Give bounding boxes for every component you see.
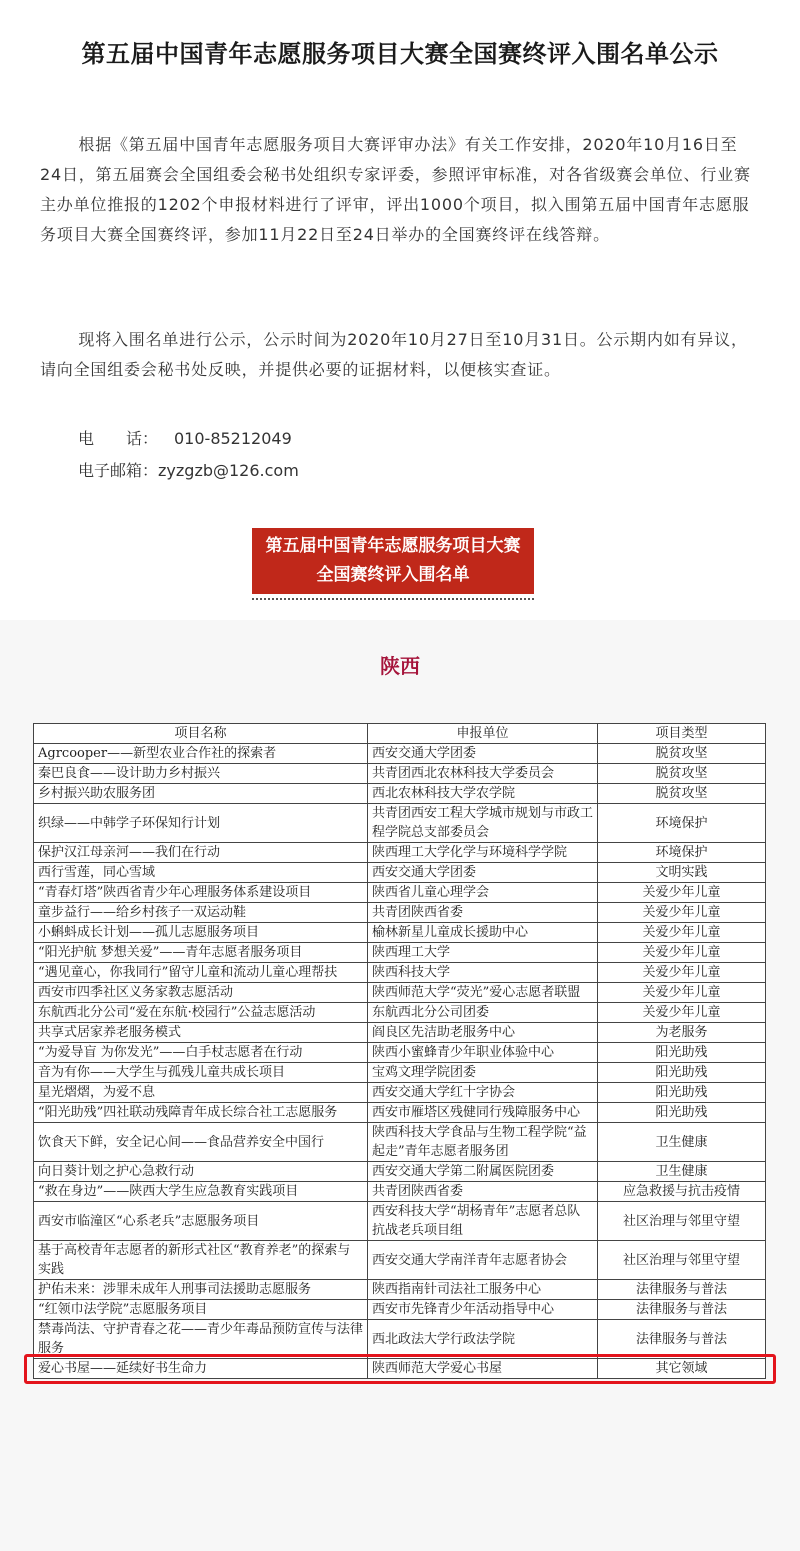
table-row — [34, 1280, 766, 1300]
table-row — [34, 943, 766, 963]
cell-type: 环境保护 — [598, 843, 766, 863]
cell-unit: 陕西理工大学 — [368, 943, 598, 963]
cell-project-name: “阳光护航 梦想关爱”——青年志愿者服务项目 — [34, 943, 368, 963]
cell-type: 关爱少年儿童 — [598, 903, 766, 923]
cell-unit: 西安市雁塔区残健同行残障服务中心 — [368, 1103, 598, 1123]
cell-project-name: 童步益行——给乡村孩子一双运动鞋 — [34, 903, 368, 923]
cell-project-name: 音为有你——大学生与孤残儿童共成长项目 — [34, 1063, 368, 1083]
cell-unit: 宝鸡文理学院团委 — [368, 1063, 598, 1083]
cell-project-name: 饮食天下鲜，安全记心间——食品营养安全中国行 — [34, 1123, 368, 1162]
cell-project-name: “红领巾法学院”志愿服务项目 — [34, 1300, 368, 1320]
cell-unit: 陕西省儿童心理学会 — [368, 883, 598, 903]
table-header-row — [34, 724, 766, 744]
email-line — [78, 456, 299, 486]
cell-type: 应急救援与抗击疫情 — [598, 1182, 766, 1202]
cell-unit: 陕西指南针司法社工服务中心 — [368, 1280, 598, 1300]
cell-unit: 共青团西北农林科技大学委员会 — [368, 764, 598, 784]
intro-paragraph: 根据《第五届中国青年志愿服务项目大赛评审办法》有关工作安排，2020年10月16日至24日，第五届赛会全国组委会秘书处组织专家评委，参照评审标准，对各省级赛会单位、行业赛主办单位推报的1202个申报材料进行了评审，评出1000个项目，拟入围第五届中国青年志愿服务项目大赛全国赛终评，参加11月22日至24日举办的全国赛终评在线答辩。 — [40, 135, 751, 244]
cell-type: 阳光助残 — [598, 1063, 766, 1083]
cell-type: 脱贫攻坚 — [598, 744, 766, 764]
cell-type: 环境保护 — [598, 804, 766, 843]
table-row — [34, 1023, 766, 1043]
table-row — [34, 883, 766, 903]
region-heading: 陕西 — [380, 654, 420, 678]
table-row — [34, 923, 766, 943]
cell-type: 社区治理与邻里守望 — [598, 1241, 766, 1280]
table-row — [34, 1182, 766, 1202]
cell-project-name: “遇见童心，你我同行”留守儿童和流动儿童心理帮扶 — [34, 963, 368, 983]
project-table — [33, 723, 766, 1379]
table-row — [34, 863, 766, 883]
table-row — [34, 1162, 766, 1182]
cell-project-name: 向日葵计划之护心急救行动 — [34, 1162, 368, 1182]
header-type: 项目类型 — [598, 724, 766, 744]
cell-project-name: 保护汉江母亲河——我们在行动 — [34, 843, 368, 863]
header-unit: 申报单位 — [368, 724, 598, 744]
table-row — [34, 1202, 766, 1241]
table-row — [34, 903, 766, 923]
cell-unit: 西安科技大学“胡杨青年”志愿者总队抗战老兵项目组 — [368, 1202, 598, 1241]
cell-project-name: 西行雪莲，同心雪域 — [34, 863, 368, 883]
cell-type: 关爱少年儿童 — [598, 963, 766, 983]
table-row — [34, 1241, 766, 1280]
cell-type: 法律服务与普法 — [598, 1280, 766, 1300]
table-row — [34, 1123, 766, 1162]
cell-unit: 陕西理工大学化学与环境科学学院 — [368, 843, 598, 863]
table-row — [34, 1003, 766, 1023]
cell-type: 阳光助残 — [598, 1043, 766, 1063]
cell-type: 关爱少年儿童 — [598, 883, 766, 903]
banner-line-2: 全国赛终评入围名单 — [316, 565, 470, 585]
cell-unit: 西安交通大学红十字协会 — [368, 1083, 598, 1103]
cell-type: 脱贫攻坚 — [598, 764, 766, 784]
table-row — [34, 843, 766, 863]
cell-project-name: 星光熠熠，为爱不息 — [34, 1083, 368, 1103]
cell-project-name: 乡村振兴助农服务团 — [34, 784, 368, 804]
cell-project-name: 爱心书屋——延续好书生命力 — [34, 1359, 368, 1379]
cell-unit: 西安交通大学团委 — [368, 863, 598, 883]
cell-type: 卫生健康 — [598, 1123, 766, 1162]
cell-type: 脱贫攻坚 — [598, 784, 766, 804]
cell-unit: 陕西科技大学 — [368, 963, 598, 983]
cell-unit: 西北农林科技大学农学院 — [368, 784, 598, 804]
table-row — [34, 804, 766, 843]
cell-unit: 共青团陕西省委 — [368, 903, 598, 923]
table-row — [34, 1320, 766, 1359]
cell-unit: 东航西北分公司团委 — [368, 1003, 598, 1023]
cell-project-name: “救在身边”——陕西大学生应急教育实践项目 — [34, 1182, 368, 1202]
cell-unit: 西安交通大学团委 — [368, 744, 598, 764]
table-row — [34, 1083, 766, 1103]
cell-type: 阳光助残 — [598, 1083, 766, 1103]
highlight-box — [24, 1354, 776, 1384]
table-row — [34, 1103, 766, 1123]
cell-unit: 西安交通大学南洋青年志愿者协会 — [368, 1241, 598, 1280]
table-row — [34, 744, 766, 764]
cell-project-name: 西安市临潼区“心系老兵”志愿服务项目 — [34, 1202, 368, 1241]
cell-project-name: 西安市四季社区义务家教志愿活动 — [34, 983, 368, 1003]
list-banner — [252, 528, 534, 594]
cell-unit: 陕西师范大学“荧光”爱心志愿者联盟 — [368, 983, 598, 1003]
cell-type: 关爱少年儿童 — [598, 983, 766, 1003]
cell-unit: 阎良区先洁助老服务中心 — [368, 1023, 598, 1043]
table-row — [34, 963, 766, 983]
cell-project-name: 东航西北分公司“爱在东航·校园行”公益志愿活动 — [34, 1003, 368, 1023]
notice-paragraph: 现将入围名单进行公示，公示时间为2020年10月27日至10月31日。公示期内如有异议，请向全国组委会秘书处反映，并提供必要的证据材料，以便核实查证。 — [40, 330, 748, 379]
table-row — [34, 1300, 766, 1320]
table-row — [34, 1043, 766, 1063]
cell-type: 关爱少年儿童 — [598, 943, 766, 963]
cell-project-name: “青春灯塔”陕西省青少年心理服务体系建设项目 — [34, 883, 368, 903]
phone-number: 010-85212049 — [174, 429, 292, 448]
cell-project-name: 秦巴良食——设计助力乡村振兴 — [34, 764, 368, 784]
cell-unit: 榆林新星儿童成长援助中心 — [368, 923, 598, 943]
table-row — [34, 764, 766, 784]
page-title: 第五届中国青年志愿服务项目大赛全国赛终评入围名单公示 — [81, 40, 719, 68]
banner-divider — [252, 598, 534, 600]
cell-project-name: 基于高校青年志愿者的新形式社区“教育养老”的探索与实践 — [34, 1241, 368, 1280]
cell-unit: 陕西师范大学爱心书屋 — [368, 1359, 598, 1379]
cell-unit: 西北政法大学行政法学院 — [368, 1320, 598, 1359]
table-row — [34, 1063, 766, 1083]
cell-type: 法律服务与普法 — [598, 1320, 766, 1359]
table-row — [34, 784, 766, 804]
cell-unit: 陕西科技大学食品与生物工程学院“益起走”青年志愿者服务团 — [368, 1123, 598, 1162]
cell-unit: 共青团西安工程大学城市规划与市政工程学院总支部委员会 — [368, 804, 598, 843]
cell-project-name: 共享式居家养老服务模式 — [34, 1023, 368, 1043]
banner-line-1: 第五届中国青年志愿服务项目大赛 — [265, 536, 521, 556]
cell-project-name: Agrcooper——新型农业合作社的探索者 — [34, 744, 368, 764]
email-label: 电子邮箱： — [78, 461, 159, 480]
cell-project-name: “阳光助残”四社联动残障青年成长综合社工志愿服务 — [34, 1103, 368, 1123]
cell-type: 关爱少年儿童 — [598, 1003, 766, 1023]
phone-label: 电 话： — [78, 429, 159, 448]
cell-project-name: 禁毒尚法、守护青春之花——青少年毒品预防宣传与法律服务 — [34, 1320, 368, 1359]
cell-type: 社区治理与邻里守望 — [598, 1202, 766, 1241]
cell-type: 阳光助残 — [598, 1103, 766, 1123]
cell-type: 文明实践 — [598, 863, 766, 883]
cell-project-name: 织绿——中韩学子环保知行计划 — [34, 804, 368, 843]
cell-project-name: 护佑未来：涉罪未成年人刑事司法援助志愿服务 — [34, 1280, 368, 1300]
email-address: zyzgzb@126.com — [158, 461, 299, 480]
header-project-name: 项目名称 — [34, 724, 368, 744]
cell-type: 为老服务 — [598, 1023, 766, 1043]
phone-line — [78, 424, 292, 454]
cell-type: 法律服务与普法 — [598, 1300, 766, 1320]
table-row — [34, 983, 766, 1003]
cell-type: 其它领域 — [598, 1359, 766, 1379]
cell-unit: 共青团陕西省委 — [368, 1182, 598, 1202]
cell-type: 关爱少年儿童 — [598, 923, 766, 943]
cell-type: 卫生健康 — [598, 1162, 766, 1182]
cell-unit: 陕西小蜜蜂青少年职业体验中心 — [368, 1043, 598, 1063]
cell-project-name: “为爱导盲 为你发光”——白手杖志愿者在行动 — [34, 1043, 368, 1063]
cell-unit: 西安市先锋青少年活动指导中心 — [368, 1300, 598, 1320]
cell-project-name: 小蝌蚪成长计划——孤儿志愿服务项目 — [34, 923, 368, 943]
cell-unit: 西安交通大学第二附属医院团委 — [368, 1162, 598, 1182]
